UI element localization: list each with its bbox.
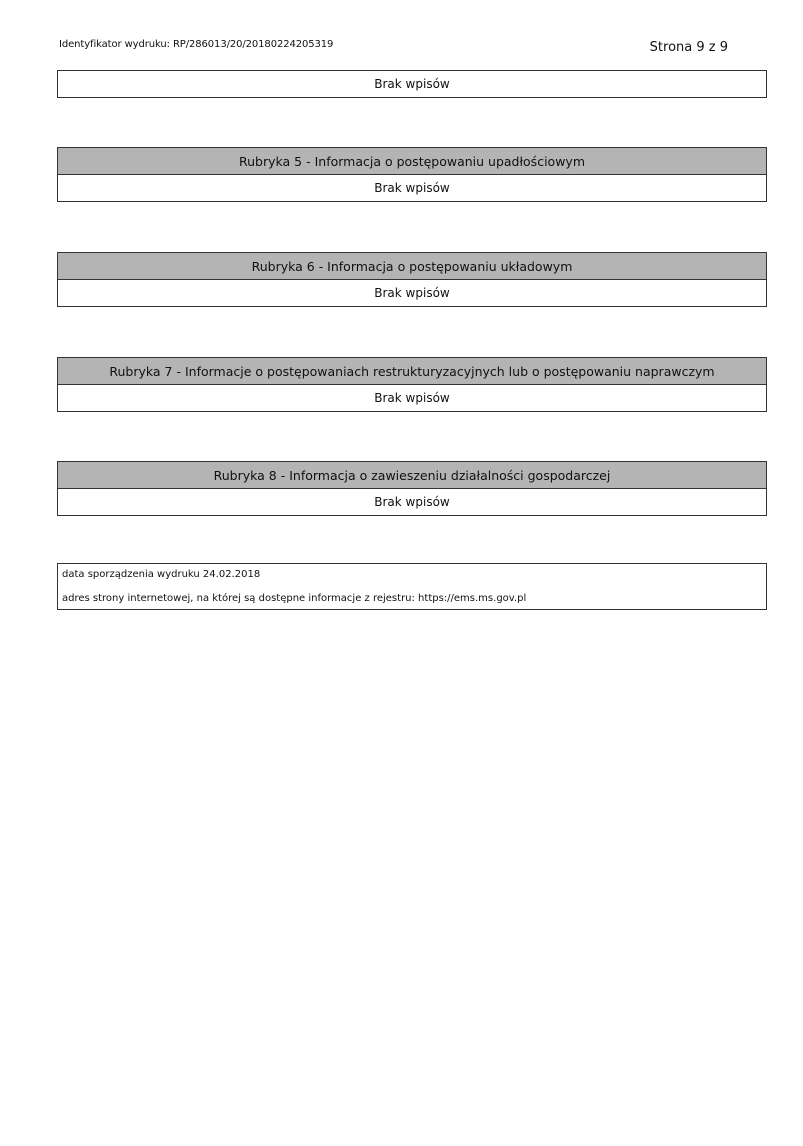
previous-section-continuation [57, 70, 767, 98]
no-entries-text: Brak wpisów [374, 77, 450, 91]
print-info-box [57, 563, 767, 610]
section-rubryka-7 [57, 357, 767, 412]
section-title: Rubryka 5 - Informacja o postępowaniu upadłościowym [58, 148, 766, 175]
print-identifier: Identyfikator wydruku: RP/286013/20/20180224205319 [59, 39, 334, 50]
section-title: Rubryka 8 - Informacja o zawieszeniu działalności gospodarczej [58, 462, 766, 489]
section-rubryka-5 [57, 147, 767, 202]
section-title: Rubryka 6 - Informacja o postępowaniu układowym [58, 253, 766, 280]
print-date: data sporządzenia wydruku 24.02.2018 [62, 569, 261, 580]
registry-address: adres strony internetowej, na której są dostępne informacje z rejestru: https://ems.ms.gov.pl [62, 593, 527, 604]
no-entries-text: Brak wpisów [374, 391, 450, 405]
no-entries-text: Brak wpisów [374, 495, 450, 509]
section-rubryka-6 [57, 252, 767, 307]
section-title: Rubryka 7 - Informacje o postępowaniach restrukturyzacyjnych lub o postępowaniu naprawczym [58, 358, 766, 385]
no-entries-text: Brak wpisów [374, 286, 450, 300]
no-entries-text: Brak wpisów [374, 181, 450, 195]
section-rubryka-8 [57, 461, 767, 516]
page-number: Strona 9 z 9 [649, 40, 728, 55]
